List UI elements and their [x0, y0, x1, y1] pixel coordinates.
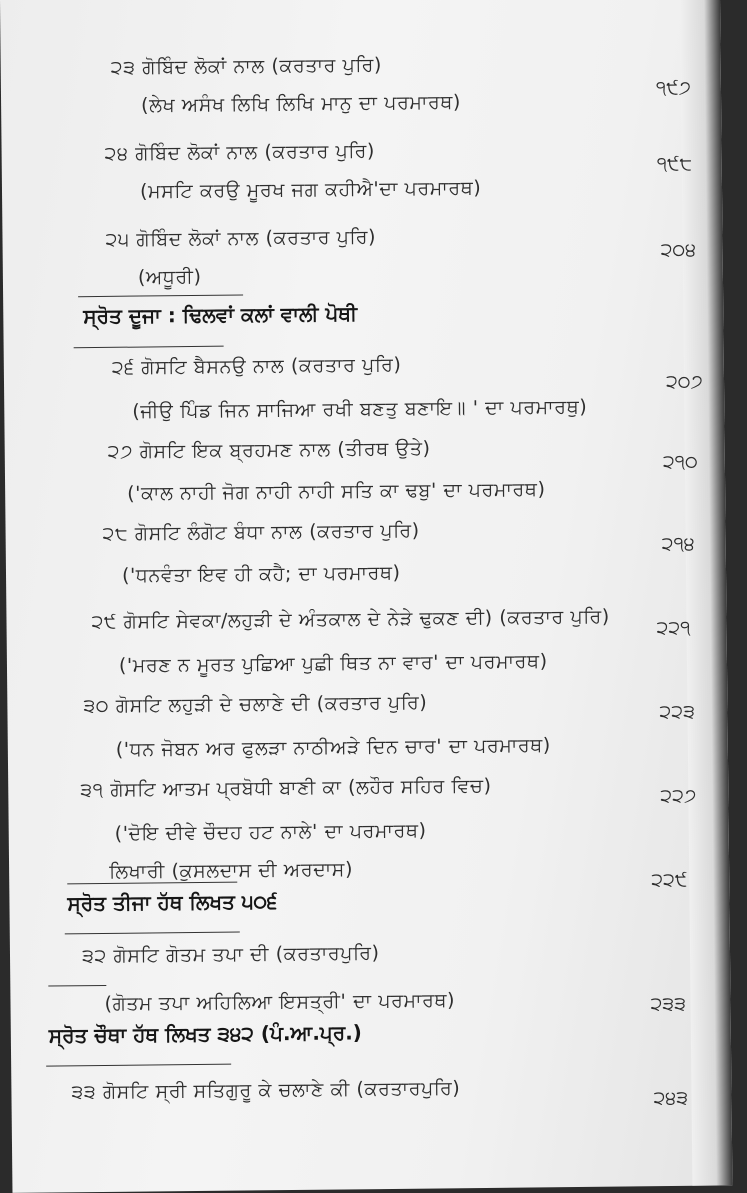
toc-page-number: ੨੩੩: [650, 992, 687, 1016]
toc-page-number: ੧੯੭: [655, 76, 692, 100]
heading-overline: [48, 985, 106, 987]
toc-entry-subtitle: (ਮਸਟਿ ਕਰਉ ਮੂਰਖ ਜਗ ਕਹੀਐ'ਦਾ ਪਰਮਾਰਥ): [139, 176, 482, 203]
toc-entry-title: ੨੬ ਗੋਸਟਿ ਬੈਸਨਉ ਨਾਲ (ਕਰਤਾਰ ਪੁਰਿ): [111, 353, 402, 379]
toc-entry-title: ੩੧ ਗੋਸਟਿ ਆਤਮ ਪ੍ਰਬੋਧੀ ਬਾਣੀ ਕਾ (ਲਹੌਰ ਸਹਿਰ ਵਿਚ): [80, 774, 492, 802]
heading-underline: [46, 1064, 231, 1067]
toc-page-number: ੨੦੭: [665, 370, 703, 394]
toc-page-number: ੨੨੯: [651, 868, 688, 892]
section-heading: ਸ੍ਰੋਤ ਦੂਜਾ : ਢਿਲਵਾਂ ਕਲਾਂ ਵਾਲੀ ਪੋਥੀ: [83, 301, 358, 329]
toc-entry-title: ੩੦ ਗੋਸਟਿ ਲਹੁੜੀ ਦੇ ਚਲਾਣੇ ਦੀ (ਕਰਤਾਰ ਪੁਰਿ): [83, 691, 428, 718]
toc-entry-title: ਲਿਖਾਰੀ (ਕੁਸਲਦਾਸ ਦੀ ਅਰਦਾਸ): [109, 858, 354, 883]
toc-entry-subtitle: (ਅਧੂਰੀ): [137, 265, 202, 289]
heading-underline: [74, 346, 224, 349]
section-heading: ਸ੍ਰੋਤ ਤੀਜਾ ਹੱਥ ਲਿਖਤ ੫੦੬: [67, 889, 278, 916]
toc-page-number: ੨੨੩: [659, 700, 696, 724]
toc-entry-title: ੨੭ ਗੋਸਟਿ ਇਕ ਬ੍ਰਹਮਣ ਨਾਲ (ਤੀਰਥ ਉਤੇ): [107, 437, 431, 463]
toc-entry-title: ੨੯ ਗੋਸਟਿ ਸੇਵਕਾ/ਲਹੁੜੀ ਦੇ ਅੰਤਕਾਲ ਦੇ ਨੇੜੇ ਢੁਕਣ ਦੀ) (ਕਰਤਾਰ ਪੁਰਿ): [91, 605, 610, 634]
toc-page-number: ੨੪੩: [653, 1086, 689, 1110]
heading-overline: [78, 294, 243, 297]
toc-entry-title: ੩੨ ਗੋਸਟਿ ਗੋਤਮ ਤਪਾ ਦੀ (ਕਰਤਾਰਪੁਰਿ): [81, 942, 380, 968]
toc-entry-title: ੩੩ ਗੋਸਟਿ ਸ੍ਰੀ ਸਤਿਗੁਰੂ ਕੇ ਚਲਾਣੇ ਕੀ (ਕਰਤਾਰਪੁਰਿ): [71, 1077, 461, 1104]
toc-page-number: ੨੧੦: [662, 450, 698, 474]
toc-entry-subtitle: ('ਮਰਣ ਨ ਮੂਰਤ ਪੁਛਿਆ ਪੁਛੀ ਥਿਤ ਨਾ ਵਾਰ' ਦਾ ਪਰਮਾਰਥ): [118, 650, 548, 677]
toc-entry-title: ੨੮ ਗੋਸਟਿ ਲੰਗੋਟ ਬੰਧਾ ਨਾਲ (ਕਰਤਾਰ ਪੁਰਿ): [102, 519, 420, 545]
toc-page-number: ੨੧੪: [661, 532, 695, 556]
toc-entry-subtitle: (ਜੀਉ ਪਿੰਡ ਜਿਨ ਸਾਜਿਆ ਰਖੀ ਬਣਤੁ ਬਣਾਇ॥ ' ਦਾ ਪਰਮਾਰਥੁ): [132, 395, 588, 423]
toc-entry-title: ੨੫ ਗੋਬਿੰਦ ਲੋਕਾਂ ਨਾਲ (ਕਰਤਾਰ ਪੁਰਿ): [105, 226, 377, 251]
toc-page-number: ੨੨੧: [656, 616, 691, 640]
toc-entry-subtitle: ('ਦੋਇ ਦੀਵੇ ਚੌਦਹ ਹਟ ਨਾਲੇ' ਦਾ ਪਰਮਾਰਥ): [114, 819, 427, 845]
toc-entry-subtitle: ('ਕਾਲ ਨਾਹੀ ਜੋਗ ਨਾਹੀ ਨਾਹੀ ਸਤਿ ਕਾ ਢਬੁ' ਦਾ ਪਰਮਾਰਥ): [127, 478, 546, 505]
toc-entry-subtitle: (ਗੋਤਮ ਤਪਾ ਅਹਿਲਿਆ ਇਸਤ੍ਰੀ' ਦਾ ਪਰਮਾਰਥ): [104, 989, 456, 1015]
toc-entry-subtitle: ('ਧਨਵੰਤਾ ਇਵ ਹੀ ਕਹੈ; ਦਾ ਪਰਮਾਰਥ): [121, 561, 401, 587]
page-edge: [680, 0, 732, 1186]
toc-page-number: ੧੯੮: [656, 152, 693, 176]
toc-page-number: ੨੨੭: [660, 784, 697, 808]
toc-entry-subtitle: (ਲੇਖ ਅਸੰਖ ਲਿਖਿ ਲਿਖਿ ਮਾਨੁ ਦਾ ਪਰਮਾਰਥ): [140, 91, 462, 117]
heading-underline: [65, 932, 240, 935]
section-heading: ਸ੍ਰੋਤ ਚੌਥਾ ਹੱਥ ਲਿਖਤ ੩੪੨ (ਪੰ.ਆ.ਪ੍ਰ.): [48, 1020, 363, 1048]
heading-overline: [67, 882, 237, 885]
toc-entry-subtitle: ('ਧਨ ਜੋਬਨ ਅਰ ਫੁਲੜਾ ਨਾਠੀਅੜੇ ਦਿਨ ਚਾਰ' ਦਾ ਪਰਮਾਰਥ): [115, 734, 551, 761]
toc-entry-title: ੨੪ ਗੋਬਿੰਦ ਲੋਕਾਂ ਨਾਲ (ਕਰਤਾਰ ਪੁਰਿ): [104, 140, 376, 165]
toc-entry-title: ੨੩ ਗੋਬਿੰਦ ਲੋਕਾਂ ਨਾਲ (ਕਰਤਾਰ ਪੁਰਿ): [110, 54, 383, 79]
toc-page-number: ੨੦੪: [660, 238, 697, 262]
